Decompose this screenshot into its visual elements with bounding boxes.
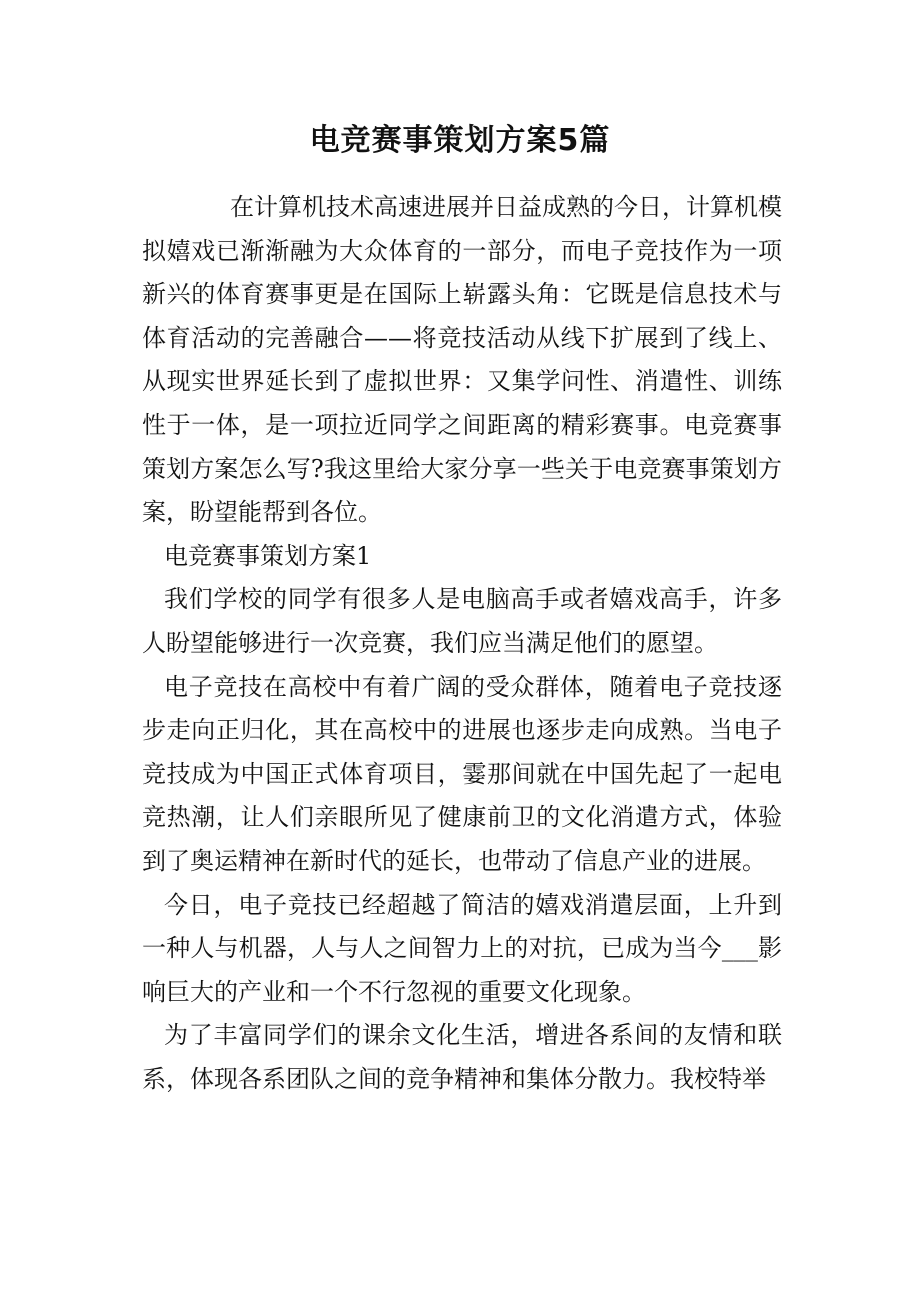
body-paragraph: 电子竞技在高校中有着广阔的受众群体，随着电子竞技逐步走向正归化，其在高校中的进展也逐步走向成熟。当电子竞技成为中国正式体育项目，霎那间就在中国先起了一起电竞热潮，让人们亲眼所见了健康前卫的文化消遣方式，体验到了奥运精神在新时代的延长，也带动了信息产业的进展。: [142, 672, 782, 875]
document-body: [142, 186, 782, 1101]
document-title: 电竞赛事策划方案5篇: [309, 123, 611, 158]
intro-paragraph: 在计算机技术高速进展并日益成熟的今日，计算机模拟嬉戏已渐渐融为大众体育的一部分，而电子竞技作为一项新兴的体育赛事更是在国际上崭露头角：它既是信息技术与体育活动的完善融合——将竞技活动从线下扩展到了线上、从现实世界延长到了虚拟世界：又集学问性、消遣性、训练性于一体，是一项拉近同学之间距离的精彩赛事。电竞赛事策划方案怎么写?我这里给大家分享一些关于电竞赛事策划方案，盼望能帮到各位。: [142, 193, 782, 527]
body-paragraph: 今日，电子竞技已经超越了简洁的嬉戏消遣层面，上升到一种人与机器，人与人之间智力上的对抗，已成为当今___影响巨大的产业和一个不行忽视的重要文化现象。: [142, 890, 782, 1006]
body-paragraph: 为了丰富同学们的课余文化生活，增进各系间的友情和联系，体现各系团队之间的竞争精神和集体分散力。我校特举: [142, 1021, 782, 1093]
section-heading: 电竞赛事策划方案1: [164, 541, 372, 570]
body-paragraph: 我们学校的同学有很多人是电脑高手或者嬉戏高手，许多人盼望能够进行一次竞赛，我们应当满足他们的愿望。: [142, 585, 782, 657]
